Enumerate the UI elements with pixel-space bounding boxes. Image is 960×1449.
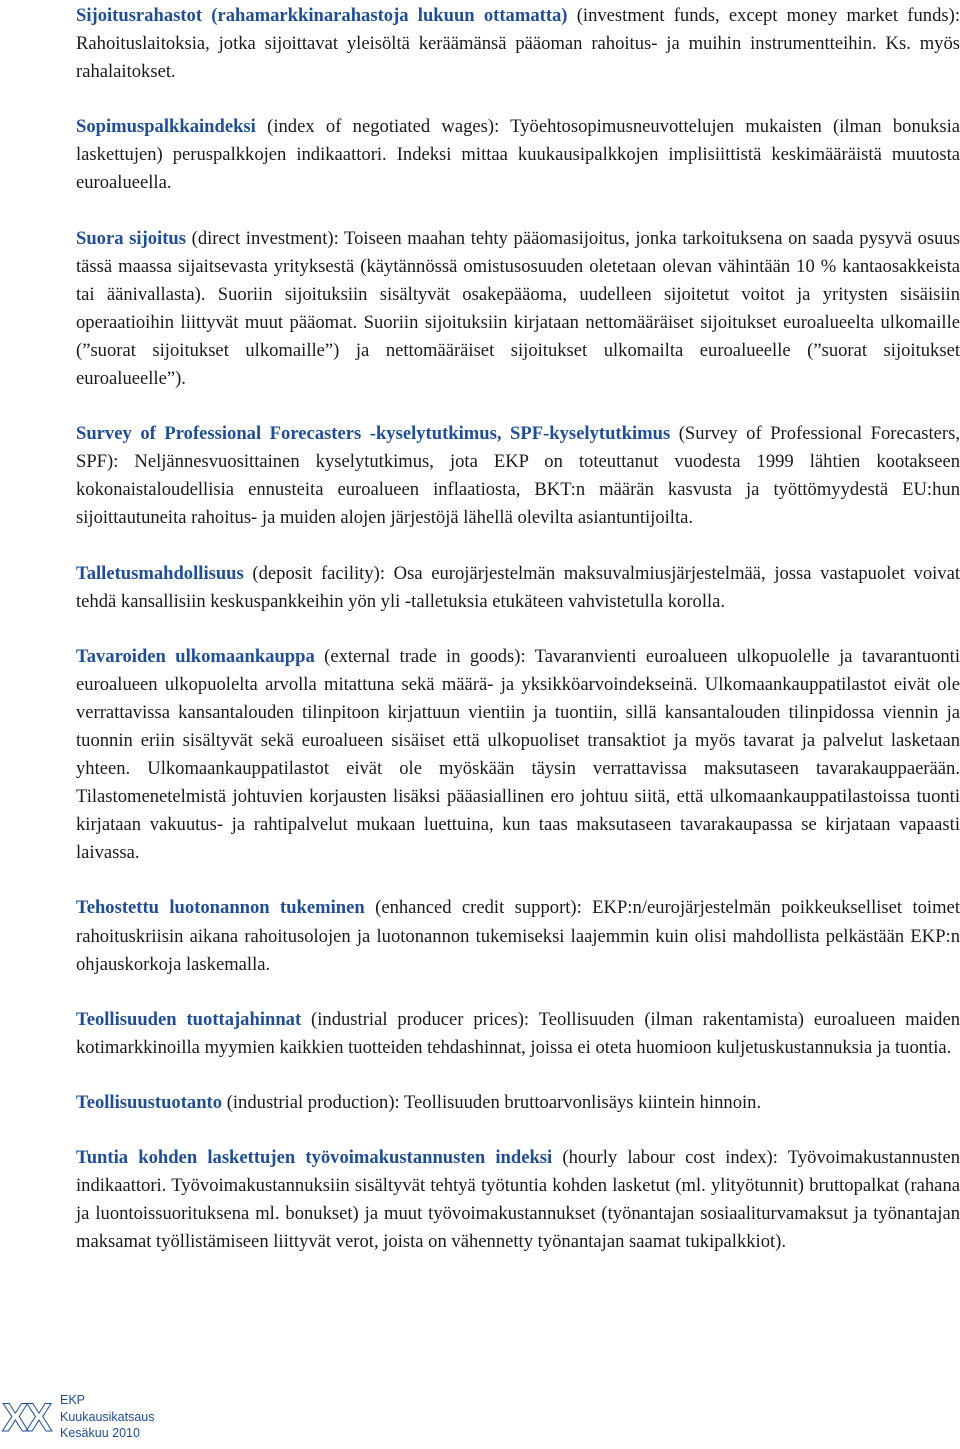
glossary-definition: (industrial producer prices): Teollisuuden (ilman rakentamista) euroalueen maiden kotimarkkinoilla myymien kaikkien tuotteiden tehdashinnat, joissa ei oteta huomioon kuljetuskustannuksia ja tuontia. (76, 1008, 960, 1058)
page-number-mark: XX (2, 1396, 50, 1440)
glossary (76, 2, 960, 1283)
glossary-entry (76, 2, 960, 86)
publication-name: Kuukausikatsaus (60, 1409, 155, 1424)
glossary-term: Talletusmahdollisuus (76, 562, 244, 584)
glossary-definition: (Survey of Professional Forecasters, SPF): Neljännesvuosittainen kyselytutkimus, jota EKP on toteuttanut vuodesta 1999 lähtien kootakseen kokonaistaloudellisia ennusteita euroalueen inflaatiosta, BKT:n määrän kasvusta ja työttömyydestä EU:hun sijoittautuneita rahoitus- ja muiden alojen järjestöjä lähellä olevilta asiantuntijoilta. (76, 423, 960, 529)
glossary-definition: (direct investment): Toiseen maahan tehty pääomasijoitus, jonka tarkoituksena on saada pysyvä osuus tässä maassa sijaitsevasta yrityksestä (käytännössä omistusosuuden oletetaan olevan vähintään 10 % kantaosakkeista tai äänivallasta). Suoriin sijoituksiin sisältyvät osakepääoma, uudelleen sijoitetut voitot ja yritysten sisäisiin operaatioihin liittyvät muut pääomat. Suoriin sijoituksiin kirjataan nettomääräiset sijoitukset euroalueelta ulkomaille (”suorat sijoitukset ulkomaille”) ja nettomääräiset sijoitukset ulkomailta euroalueelle (”suorat sijoitukset euroalueelle”). (76, 227, 960, 390)
glossary-term: Tuntia kohden laskettujen työvoimakustannusten indeksi (76, 1147, 553, 1168)
publisher-name: EKP (60, 1393, 86, 1407)
glossary-entry (76, 643, 960, 868)
glossary-definition: (investment funds, except money market funds): Rahoituslaitoksia, jotka sijoittavat yleisöltä keräämänsä pääoman rahoitus- ja muihin instrumentteihin. Ks. myös rahalaitokset. (76, 5, 960, 83)
glossary-entry (76, 225, 960, 394)
glossary-term: Suora sijoitus (76, 227, 186, 249)
glossary-definition: (index of negotiated wages): Työehtosopimusneuvottelujen mukaisten (ilman bonuksia laskettujen) peruspalkkojen indikaattori. Indeksi mittaa kuukausipalkkojen implisiittistä keskimääräistä muutosta euroalueella. (76, 116, 960, 194)
glossary-definition: (hourly labour cost index): Työvoimakustannusten indikaattori. Työvoimakustannuksiin sisältyvät tehtyä työtuntia kohden lasketut (ml. ylityötunnit) bruttopalkat (rahana ja luontoissuorituksena ml. bonukset) ja muut työvoimakustannukset (työnantajan sosiaaliturvamaksut ja työnantajan maksamat työllistämiseen liittyvät verot, joista on vähennetty työnantajan saamat tukipalkkiot). (76, 1147, 960, 1253)
issue-date: Kesäkuu 2010 (60, 1426, 140, 1440)
glossary-term: Sopimuspalkkaindeksi (76, 116, 256, 138)
glossary-definition: (external trade in goods): Tavaranvienti euroalueen ulkopuolelle ja tavarantuonti euroalueen ulkopuolelta arvolla mitattuna sekä määrä- ja yksikköarvoindekseinä. Ulkomaankauppatilastot eivät ole verrattavissa kansantalouden tilinpitoon kirjattuun vientiin ja tuontiin, sillä kansantalouden tilinpidossa viennin ja tuonnin eriin sisältyvät sekä euroalueen sisäiset että ulkopuoliset transaktiot ja myös tavarat ja palvelut lasketaan yhteen. Ulkomaankauppatilastot eivät ole myöskään täysin verrattavissa maksutaseen tavarakauppaerään. Tilastomenetelmistä johtuvien korjausten lisäksi pääasiallinen ero johtuu siitä, että ulkomaankauppatilastoissa tuonti kirjataan vakuutus- ja rahtipalvelut mukaan luettuina, kun taas maksutaseen tavarakaupassa se kirjataan vapaasti laivassa. (76, 645, 960, 864)
glossary-definition: (enhanced credit support): EKP:n/eurojärjestelmän poikkeukselliset toimet rahoituskriisin aikana rahoitusolojen ja luotonannon tukemiseksi laajemmin kuin olisi mahdollista pelkästään EKP:n ohjauskorkoja laskemalla. (76, 897, 960, 975)
glossary-term: Teollisuustuotanto (76, 1091, 223, 1113)
glossary-term: Teollisuuden tuottajahinnat (76, 1008, 302, 1030)
glossary-entry (76, 420, 960, 532)
publication-footer (60, 1392, 155, 1442)
glossary-entry (76, 1144, 960, 1256)
glossary-term: Sijoitusrahastot (rahamarkkinarahastoja lukuun ottamatta) (76, 5, 568, 26)
glossary-term: Tavaroiden ulkomaankauppa (76, 645, 315, 667)
glossary-definition: (deposit facility): Osa eurojärjestelmän maksuvalmiusjärjestelmää, jossa vastapuolet voivat tehdä kansallisiin keskuspankkeihin yön yli -talletuksia etukäteen vahvistetulla korolla. (76, 562, 960, 612)
glossary-term: Survey of Professional Forecasters -kyselytutkimus, SPF-kyselytutkimus (76, 423, 671, 445)
glossary-entry (76, 1006, 960, 1062)
glossary-term: Tehostettu luotonannon tukeminen (76, 897, 365, 919)
glossary-entry (76, 1089, 960, 1117)
glossary-entry (76, 113, 960, 197)
glossary-entry (76, 894, 960, 978)
glossary-definition: (industrial production): Teollisuuden bruttoarvonlisäys kiintein hinnoin. (222, 1091, 762, 1113)
glossary-entry (76, 560, 960, 616)
